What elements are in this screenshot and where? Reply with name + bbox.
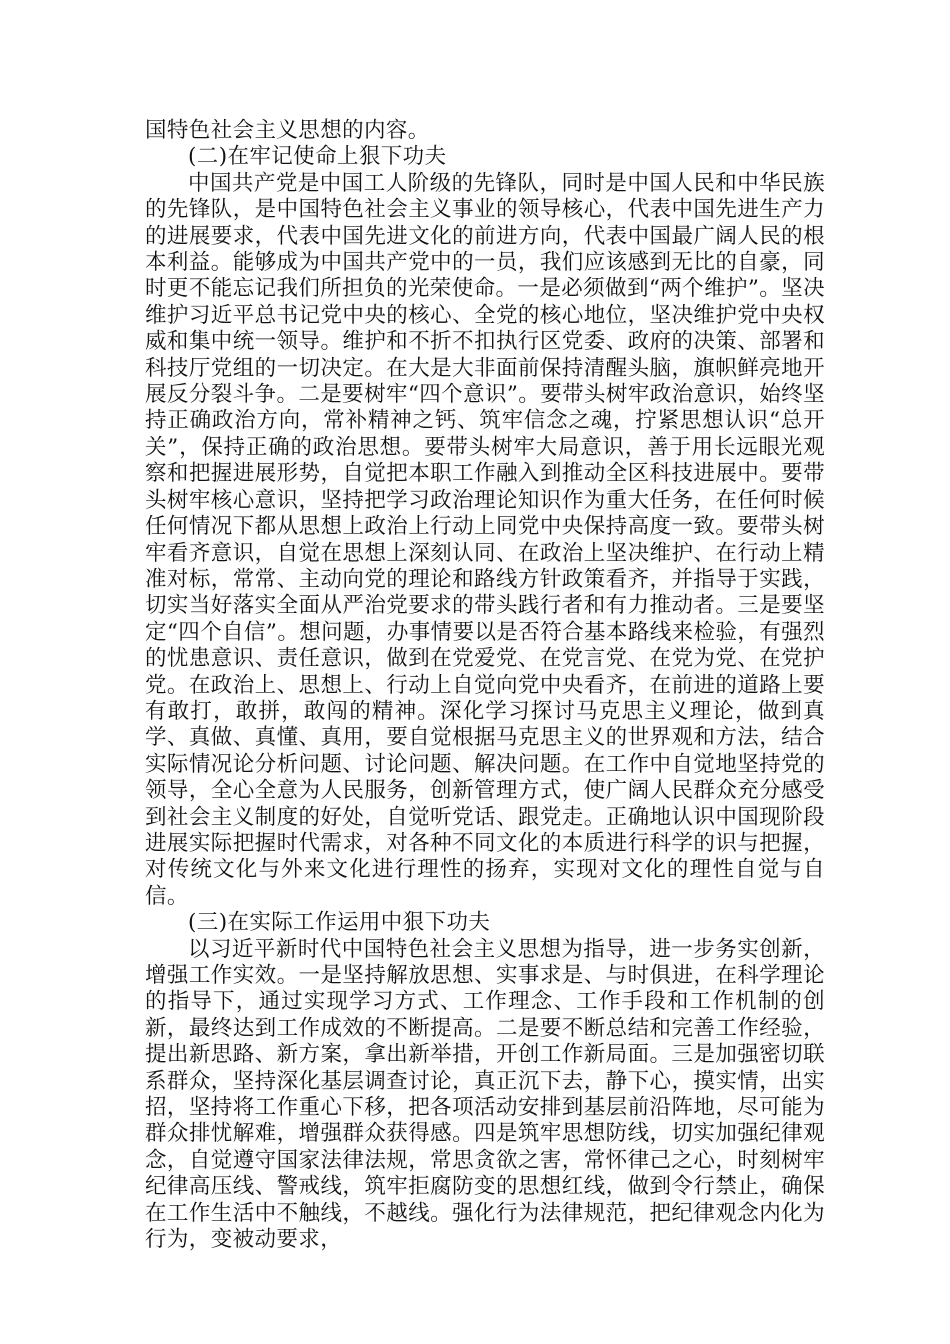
section-heading-2: (二)在牢记使命上狠下功夫 (188, 144, 447, 170)
intro-fragment: 国特色社会主义思想的内容。 (145, 118, 430, 143)
section-paragraph-3: 以习近平新时代中国特色社会主义思想为指导，进一步务实创新，增强工作实效。一是坚持解放思想、实事求是、与时俱进，在科学理论的指导下，通过实现学习方式、工作理念、工作手段和工作机制的创新，最终达到工作成效的不断提高。二是要不断总结和完善工作经验，提出新思路、新方案，拿出新举措，开创工作新局面。三是加强密切联系群众，坚持深化基层调查讨论，真正沉下去，静下心，摸实情，出实招，坚持将工作重心下移，把各项活动安排到基层前沿阵地，尽可能为群众排忧解难，增强群众获得感。四是筑牢思想防线，切实加强纪律观念，自觉遵守国家法律法规，常思贪欲之害，常怀律己之心，时刻树牢纪律高压线、警戒线，筑牢拒腐防变的思想红线，做到令行禁止，确保在工作生活中不触线，不越线。强化行为法律规范，把纪律观念内化为行为，变被动要求， (145, 936, 825, 1253)
section-paragraph-2: 中国共产党是中国工人阶级的先锋队，同时是中国人民和中华民族的先锋队，是中国特色社会主义事业的领导核心，代表中国先进生产力的进展要求，代表中国先进文化的前进方向，代表中国最广阔人民的根本利益。能够成为中国共产党中的一员，我们应该感到无比的自豪，同时更不能忘记我们所担负的光荣使命。一是必须做到“两个维护”。坚决维护习近平总书记党中央的核心、全党的核心地位，坚决维护党中央权威和集中统一领导。维护和不折不扣执行区党委、政府的决策、部署和科技厅党组的一切决定。在大是大非面前保持清醒头脑，旗帜鲜亮地开展反分裂斗争。二是要树牢“四个意识”。要带头树牢政治意识，始终坚持正确政治方向，常补精神之钙、筑牢信念之魂，拧紧思想认识“总开关”，保持正确的政治思想。要带头树牢大局意识，善于用长远眼光观察和把握进展形势，自觉把本职工作融入到推动全区科技进展中。要带头树牢核心意识，坚持把学习政治理论知识作为重大任务，在任何时候任何情况下都从思想上政治上行动上同党中央保持高度一致。要带头树牢看齐意识，自觉在思想上深刻认同、在政治上坚决维护、在行动上精准对标，常常、主动向党的理论和路线方针政策看齐，并指导于实践，切实当好落实全面从严治党要求的带头践行者和有力推动者。三是要坚定“四个自信”。想问题，办事情要以是否符合基本路线来检验，有强烈的忧患意识、责任意识，做到在党爱党、在党言党、在党为党、在党护党。在政治上、思想上、行动上自觉向党中央看齐，在前进的道路上要有敢打，敢拼，敢闯的精神。深化学习探讨马克思主义理论，做到真学、真做、真懂、真用，要自觉根据马克思主义的世界观和方法，结合实际情况论分析问题、讨论问题、解决问题。在工作中自觉地坚持党的领导，全心全意为人民服务，创新管理方式，使广阔人民群众充分感受到社会主义制度的好处，自觉听党话、跟党走。正确地认识中国现阶段进展实际把握时代需求，对各种不同文化的本质进行科学的识与把握，对传统文化与外来文化进行理性的扬弃，实现对文化的理性自觉与自信。 (145, 170, 825, 909)
section-heading-3: (三)在实际工作运用中狠下功夫 (188, 910, 491, 936)
document-page (145, 118, 825, 1253)
